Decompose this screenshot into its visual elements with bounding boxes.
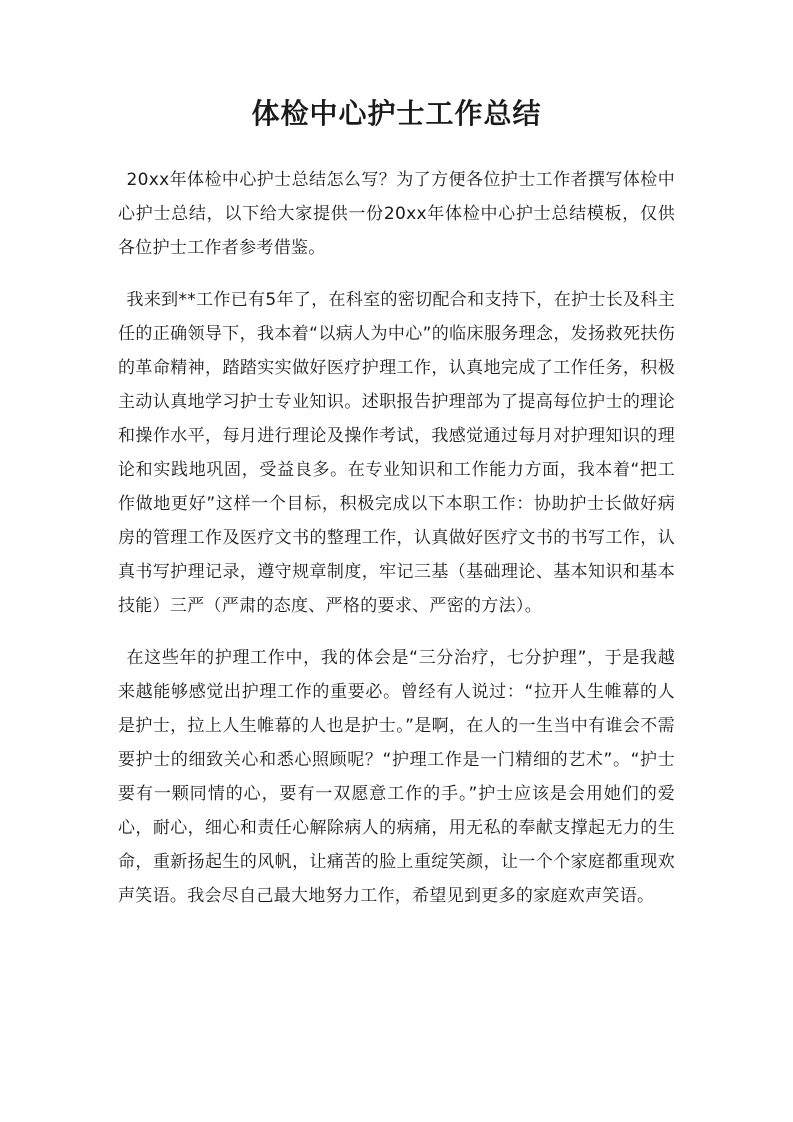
closing-paragraph: 在这些年的护理工作中，我的体会是“三分治疗，七分护理”，于是我越来越能够感觉出护理工作的重要必。曾经有人说过：“拉开人生帷幕的人是护士，拉上人生帷幕的人也是护士。”是啊，在人的一生当中有谁会不需要护士的细致关心和悉心照顾呢？“护理工作是一门精细的艺术”。“护士要有一颗同情的心，要有一双愿意工作的手。”护士应该是会用她们的爱心，耐心，细心和责任心解除病人的病痛，用无私的奉献支撑起无力的生命，重新扬起生的风帆，让痛苦的脸上重绽笑颜，让一个个家庭都重现欢声笑语。我会尽自己最大地努力工作，希望见到更多的家庭欢声笑语。 [118, 648, 675, 906]
document-body [118, 163, 675, 931]
intro-paragraph: 20xx年体检中心护士总结怎么写？为了方便各位护士工作者撰写体检中心护士总结，以下给大家提供一份20xx年体检中心护士总结模板，仅供各位护士工作者参考借鉴。 [118, 170, 675, 258]
page-title: 体检中心护士工作总结 [251, 97, 542, 130]
body-paragraph: 我来到**工作已有5年了，在科室的密切配合和支持下，在护士长及科主任的正确领导下，我本着“以病人为中心”的临床服务理念，发扬救死扶伤的革命精神，踏踏实实做好医疗护理工作，认真地完成了工作任务，积极主动认真地学习护士专业知识。述职报告护理部为了提高每位护士的理论和操作水平，每月进行理论及操作考试，我感觉通过每月对护理知识的理论和实践地巩固，受益良多。在专业知识和工作能力方面，我本着“把工作做地更好”这样一个目标，积极完成以下本职工作：协助护士长做好病房的管理工作及医疗文书的整理工作，认真做好医疗文书的书写工作，认真书写护理记录，遵守规章制度，牢记三基（基础理论、基本知识和基本技能）三严（严肃的态度、严格的要求、严密的方法）。 [118, 290, 675, 616]
